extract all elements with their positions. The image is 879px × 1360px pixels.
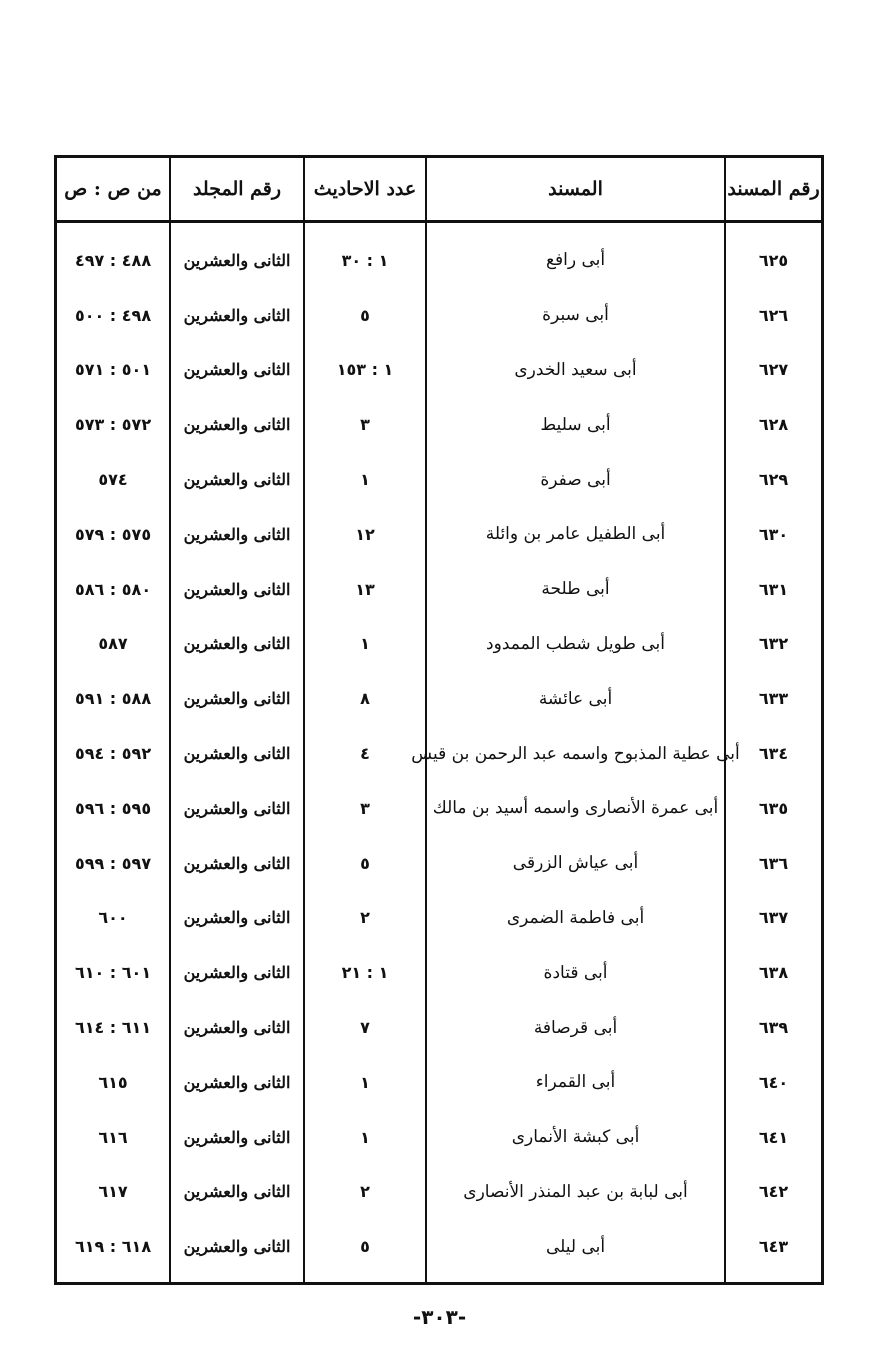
musnad-number-cell: ٦٣٧ bbox=[758, 908, 789, 928]
page-range-cell: ٦١٨ : ٦١٩ bbox=[74, 1237, 152, 1257]
musnad-number-cell: ٦٣٤ bbox=[758, 744, 789, 764]
page-range-cell: ٥٧٢ : ٥٧٣ bbox=[74, 415, 152, 435]
musnad-number-cell: ٦٣١ bbox=[758, 579, 789, 599]
page-range-cell: ٤٩٨ : ٥٠٠ bbox=[74, 305, 152, 325]
musnad-number-cell: ٦٣٠ bbox=[758, 524, 789, 544]
hadith-count-cell: ١ : ٢١ bbox=[341, 963, 389, 983]
table-row bbox=[57, 781, 821, 836]
page-number: -٣٠٣- bbox=[412, 1305, 467, 1329]
table-row bbox=[57, 343, 821, 398]
hadith-count-cell: ٣ bbox=[360, 415, 370, 435]
musnad-name-cell: أبى صفرة bbox=[540, 469, 611, 490]
page-range-cell: ٥٧٥ : ٥٧٩ bbox=[74, 524, 152, 544]
musnad-name-cell: أبى عياش الزرقى bbox=[512, 853, 639, 874]
hadith-count-cell: ٨ bbox=[360, 689, 370, 709]
page-range-cell: ٥٨٠ : ٥٨٦ bbox=[74, 579, 152, 599]
musnad-name-cell: أبى عطية المذبوح واسمه عبد الرحمن بن قيس bbox=[411, 743, 740, 764]
musnad-number-cell: ٦٤١ bbox=[758, 1127, 789, 1147]
hadith-count-cell: ١ bbox=[360, 470, 370, 490]
page-range-cell: ٦٠١ : ٦١٠ bbox=[74, 963, 152, 983]
musnad-number-cell: ٦٣٨ bbox=[758, 963, 789, 983]
musnad-name-cell: أبى طويل شطب الممدود bbox=[486, 633, 665, 654]
musnad-name-cell: أبى ليلى bbox=[545, 1236, 606, 1257]
volume-cell: الثانى والعشرين bbox=[183, 634, 291, 654]
volume-cell: الثانى والعشرين bbox=[183, 415, 291, 435]
hadith-count-cell: ٧ bbox=[360, 1018, 370, 1038]
header-musnad-number: رقم المسند bbox=[727, 178, 820, 200]
page-range-cell: ٦١١ : ٦١٤ bbox=[74, 1018, 152, 1038]
musnad-name-cell: أبى عمرة الأنصارى واسمه أسيد بن مالك bbox=[432, 798, 719, 819]
musnad-number-cell: ٦٣٥ bbox=[758, 798, 789, 818]
header-hadith-count: عدد الاحاديث bbox=[313, 178, 417, 200]
table-row bbox=[57, 1165, 821, 1220]
musnad-name-cell: أبى سليط bbox=[540, 414, 611, 435]
musnad-name-cell: أبى كبشة الأنمارى bbox=[511, 1127, 640, 1148]
volume-cell: الثانى والعشرين bbox=[183, 744, 291, 764]
musnad-name-cell: أبى سبرة bbox=[542, 305, 609, 326]
table-row bbox=[57, 836, 821, 891]
table-row bbox=[57, 233, 821, 288]
volume-cell: الثانى والعشرين bbox=[183, 305, 291, 325]
musnad-name-cell: أبى طلحة bbox=[541, 579, 610, 600]
table-row bbox=[57, 288, 821, 343]
table-row bbox=[57, 726, 821, 781]
musnad-name-cell: أبى فاطمة الضمرى bbox=[506, 907, 645, 928]
volume-cell: الثانى والعشرين bbox=[183, 524, 291, 544]
volume-cell: الثانى والعشرين bbox=[183, 963, 291, 983]
page-range-cell: ٤٨٨ : ٤٩٧ bbox=[74, 250, 152, 270]
volume-cell: الثانى والعشرين bbox=[183, 1072, 291, 1092]
table-row bbox=[57, 507, 821, 562]
musnad-number-cell: ٦٤٠ bbox=[758, 1072, 789, 1092]
header-page-range: من ص : ص bbox=[64, 178, 162, 200]
musnad-number-cell: ٦٤٣ bbox=[758, 1237, 789, 1257]
header-musnad: المسند bbox=[548, 178, 603, 200]
table-row bbox=[57, 1055, 821, 1110]
page-range-cell: ٦١٥ bbox=[98, 1072, 128, 1092]
hadith-count-cell: ١ : ٣٠ bbox=[341, 250, 389, 270]
volume-cell: الثانى والعشرين bbox=[183, 908, 291, 928]
volume-cell: الثانى والعشرين bbox=[183, 1127, 291, 1147]
musnad-name-cell: أبى القمراء bbox=[535, 1072, 616, 1093]
musnad-name-cell: أبى رافع bbox=[545, 250, 606, 271]
musnad-number-cell: ٦٢٥ bbox=[758, 250, 789, 270]
hadith-count-cell: ١ bbox=[360, 1072, 370, 1092]
musnad-number-cell: ٦٢٧ bbox=[758, 360, 789, 380]
hadith-count-cell: ٣ bbox=[360, 798, 370, 818]
musnad-index-table bbox=[54, 155, 824, 1285]
page-range-cell: ٥٨٧ bbox=[98, 634, 128, 654]
page-range-cell: ٥٩٢ : ٥٩٤ bbox=[74, 744, 152, 764]
musnad-number-cell: ٦٣٦ bbox=[758, 853, 789, 873]
table-row bbox=[57, 452, 821, 507]
volume-cell: الثانى والعشرين bbox=[183, 470, 291, 490]
hadith-count-cell: ١٣ bbox=[355, 579, 375, 599]
musnad-name-cell: أبى قرصافة bbox=[533, 1017, 618, 1038]
musnad-number-cell: ٦٣٢ bbox=[758, 634, 789, 654]
volume-cell: الثانى والعشرين bbox=[183, 1237, 291, 1257]
hadith-count-cell: ٥ bbox=[360, 305, 370, 325]
table-row bbox=[57, 1219, 821, 1274]
hadith-count-cell: ٥ bbox=[360, 853, 370, 873]
hadith-count-cell: ١٢ bbox=[355, 524, 375, 544]
musnad-number-cell: ٦٤٢ bbox=[758, 1182, 789, 1202]
hadith-count-cell: ٢ bbox=[360, 1182, 370, 1202]
table-row bbox=[57, 671, 821, 726]
table-row bbox=[57, 1110, 821, 1165]
table-row bbox=[57, 617, 821, 672]
musnad-number-cell: ٦٣٩ bbox=[758, 1018, 789, 1038]
musnad-name-cell: أبى الطفيل عامر بن وائلة bbox=[485, 524, 666, 545]
page-range-cell: ٦١٦ bbox=[98, 1127, 128, 1147]
table-row bbox=[57, 1000, 821, 1055]
volume-cell: الثانى والعشرين bbox=[183, 689, 291, 709]
table-header-row bbox=[57, 158, 821, 223]
page-range-cell: ٥٩٧ : ٥٩٩ bbox=[74, 853, 152, 873]
hadith-count-cell: ١ : ١٥٣ bbox=[336, 360, 394, 380]
page-range-cell: ٥٧٤ bbox=[98, 470, 128, 490]
volume-cell: الثانى والعشرين bbox=[183, 360, 291, 380]
page-range-cell: ٦٠٠ bbox=[98, 908, 128, 928]
hadith-count-cell: ٥ bbox=[360, 1237, 370, 1257]
volume-cell: الثانى والعشرين bbox=[183, 1018, 291, 1038]
hadith-count-cell: ١ bbox=[360, 634, 370, 654]
page-range-cell: ٦١٧ bbox=[98, 1182, 128, 1202]
page-range-cell: ٥٩٥ : ٥٩٦ bbox=[74, 798, 152, 818]
table-row bbox=[57, 562, 821, 617]
musnad-name-cell: أبى لبابة بن عبد المنذر الأنصارى bbox=[463, 1181, 688, 1202]
volume-cell: الثانى والعشرين bbox=[183, 1182, 291, 1202]
hadith-count-cell: ٤ bbox=[360, 744, 370, 764]
volume-cell: الثانى والعشرين bbox=[183, 579, 291, 599]
musnad-name-cell: أبى قتادة bbox=[543, 962, 608, 983]
musnad-name-cell: أبى عائشة bbox=[538, 688, 613, 709]
volume-cell: الثانى والعشرين bbox=[183, 250, 291, 270]
hadith-count-cell: ١ bbox=[360, 1127, 370, 1147]
header-volume-number: رقم المجلد bbox=[192, 178, 282, 200]
table-row bbox=[57, 397, 821, 452]
musnad-number-cell: ٦٣٣ bbox=[758, 689, 789, 709]
page-range-cell: ٥٠١ : ٥٧١ bbox=[74, 360, 152, 380]
volume-cell: الثانى والعشرين bbox=[183, 798, 291, 818]
musnad-name-cell: أبى سعيد الخدرى bbox=[514, 359, 637, 380]
musnad-number-cell: ٦٢٦ bbox=[758, 305, 789, 325]
musnad-number-cell: ٦٢٨ bbox=[758, 415, 789, 435]
page-range-cell: ٥٨٨ : ٥٩١ bbox=[74, 689, 152, 709]
table-row bbox=[57, 891, 821, 946]
hadith-count-cell: ٢ bbox=[360, 908, 370, 928]
musnad-number-cell: ٦٢٩ bbox=[758, 470, 789, 490]
volume-cell: الثانى والعشرين bbox=[183, 853, 291, 873]
table-row bbox=[57, 945, 821, 1000]
